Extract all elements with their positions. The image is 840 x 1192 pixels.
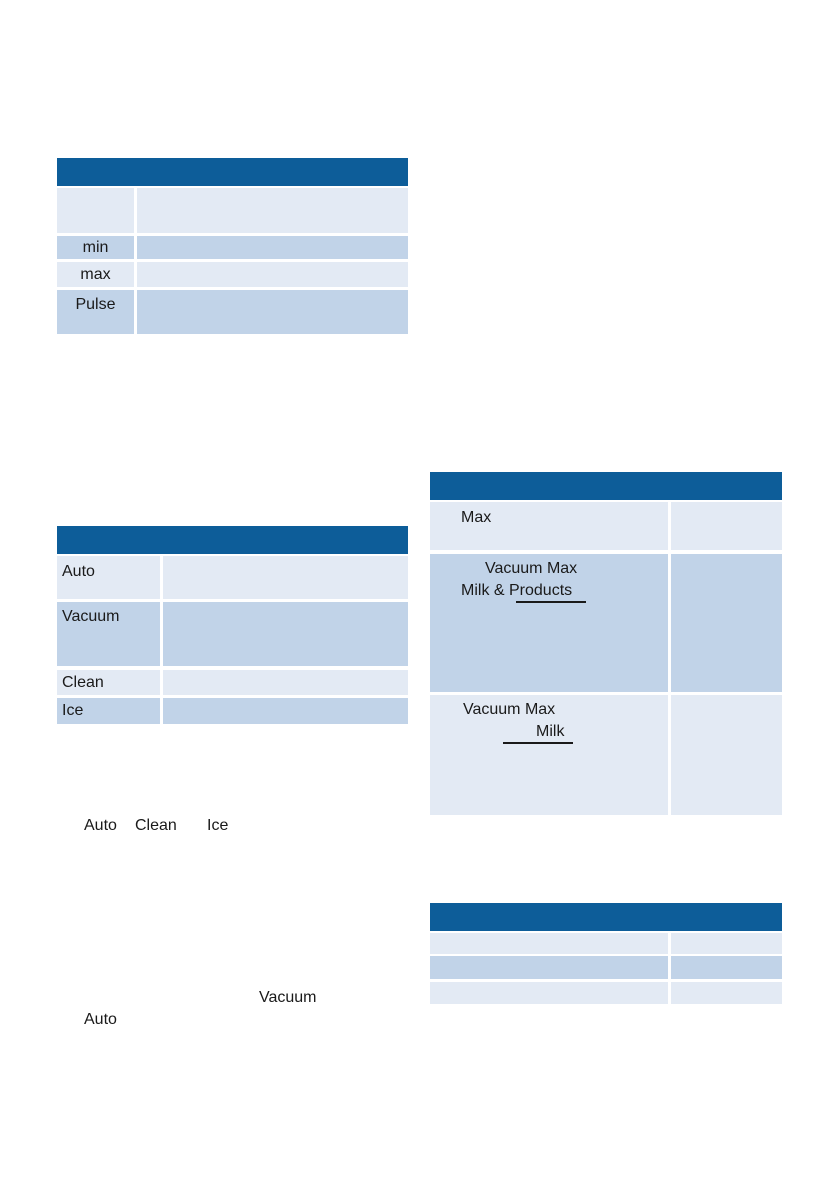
program-table-header <box>57 526 408 554</box>
vacuum-row-2-line1: Vacuum Max <box>485 560 578 577</box>
speed-table-row-1-desc <box>137 188 408 233</box>
program-table-row-1-desc <box>163 556 408 599</box>
vacuum-table-row-1-label <box>430 502 668 550</box>
vacuum-row-2-line2: Milk & Products <box>461 582 573 599</box>
speed-table-row-2-desc <box>137 236 408 259</box>
program-table-row-3-desc <box>163 670 408 695</box>
vacuum-row-1-line1: Max <box>461 509 492 526</box>
vacuum-table-row-3-value <box>671 695 782 815</box>
inline-auto-2: Auto <box>84 1011 117 1028</box>
vacuum-table-row-2-label <box>430 554 668 692</box>
small-table-row-2-label <box>430 956 668 979</box>
small-table-header <box>430 903 782 931</box>
small-table-row-1-label <box>430 933 668 954</box>
speed-table-row-3-desc <box>137 262 408 287</box>
speed-table-row-2-label: min <box>57 236 134 259</box>
program-table-row-2-label: Vacuum <box>57 602 160 666</box>
inline-ice: Ice <box>207 817 229 834</box>
speed-table-row-3-label: max <box>57 262 134 287</box>
program-table-row-1-label: Auto <box>57 556 160 599</box>
vacuum-row-3-line2: Milk <box>536 723 565 740</box>
vacuum-table-row-2-value <box>671 554 782 692</box>
program-table-row-2-desc <box>163 602 408 666</box>
vacuum-table-header <box>430 472 782 500</box>
small-table-row-3-label <box>430 982 668 1004</box>
vacuum-row-3-line1: Vacuum Max <box>463 701 556 718</box>
vacuum-row-2-underline <box>516 601 586 603</box>
small-table-row-2-value <box>671 956 782 979</box>
program-table-row-3-label: Clean <box>57 670 160 695</box>
speed-table-row-4-label: Pulse <box>57 290 134 334</box>
small-table-row-1-value <box>671 933 782 954</box>
vacuum-table-row-1-value <box>671 502 782 550</box>
vacuum-table-row-3-label <box>430 695 668 815</box>
program-table-row-4-label: Ice <box>57 698 160 724</box>
speed-table-row-4-desc <box>137 290 408 334</box>
inline-vacuum: Vacuum <box>259 989 317 1006</box>
speed-table-row-1-label <box>57 188 134 233</box>
vacuum-row-2-underlined: Products <box>509 582 573 599</box>
speed-table-header <box>57 158 408 186</box>
inline-clean: Clean <box>135 817 177 834</box>
vacuum-row-3-underline <box>503 742 573 744</box>
inline-auto-1: Auto <box>84 817 117 834</box>
program-table-row-4-desc <box>163 698 408 724</box>
small-table-row-3-value <box>671 982 782 1004</box>
